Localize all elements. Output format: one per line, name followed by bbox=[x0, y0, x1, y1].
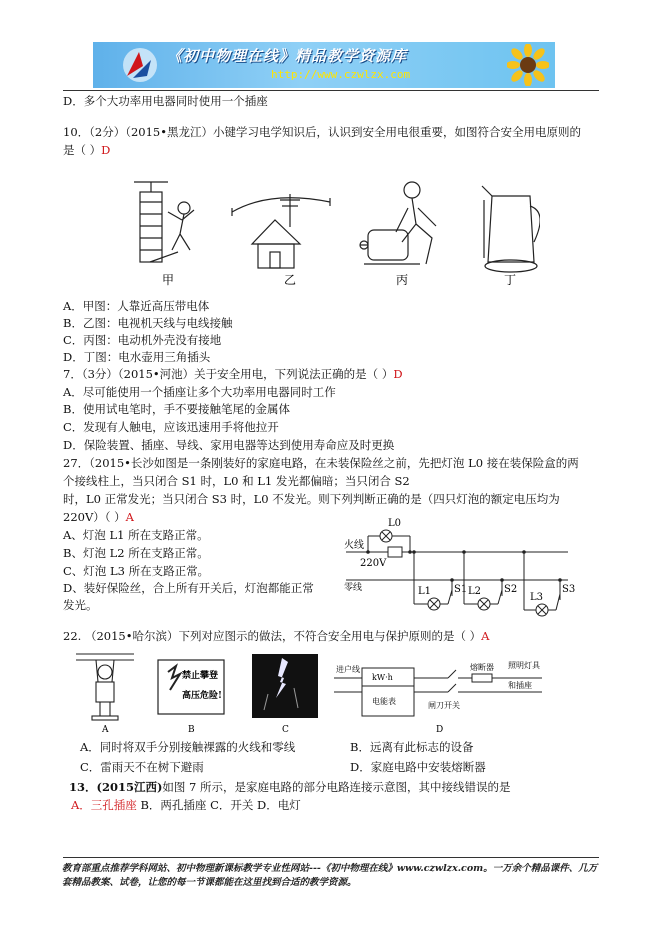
q27-stem-line3: 时，L0 正常发光；当只闭合 S3 时，L0 不发光。则下列判断正确的是（四只灯泡的额定电压均为 bbox=[63, 492, 560, 506]
fig22-label-d: D bbox=[436, 725, 444, 734]
circuit-label-L2: L2 bbox=[468, 586, 482, 597]
q22-option-a: A．同时将双手分别接触裸露的火线和零线 bbox=[80, 740, 296, 754]
circuit-label-220v: 220V bbox=[360, 558, 387, 569]
q27-stem-line2: 个接线柱上，当只闭合 S1 时，L0 和 L1 发光都偏暗；当只闭合 S2 bbox=[63, 474, 410, 488]
q27-stem-line4: 220V）（ ）A bbox=[63, 510, 134, 524]
fig10-label-bing: 丙 bbox=[396, 273, 409, 287]
banner-url[interactable]: http://www.czwlzx.com bbox=[271, 68, 411, 81]
q10-option-c: C．丙图：电动机外壳没有接地 bbox=[63, 333, 222, 347]
q22-option-d: D．家庭电路中安装熔断器 bbox=[350, 760, 486, 774]
high-voltage-tower-illustration bbox=[134, 182, 194, 262]
circuit-label-lingxian: 零线 bbox=[344, 583, 363, 593]
circuit-label-S1: S1 bbox=[454, 584, 468, 595]
q10-stem-line2: 是（ ）D bbox=[63, 143, 111, 157]
q10-option-d: D．丁图：电水壶用三角插头 bbox=[63, 350, 211, 364]
q13-stem: 13．(2015江西)如图 7 所示，是家庭电路的部分电路连接示意图，其中接线错误的是 bbox=[69, 780, 511, 794]
q22-answer: A bbox=[481, 629, 490, 643]
sunflower-icon bbox=[507, 44, 549, 86]
q27-option-d-line2: 发光。 bbox=[63, 598, 98, 612]
fig10-label-yi: 乙 bbox=[284, 273, 297, 287]
q10-option-b: B．乙图：电视机天线与电线接触 bbox=[63, 316, 233, 330]
warning-sign bbox=[158, 660, 224, 714]
q7-answer: D bbox=[393, 367, 403, 381]
q27-circuit-diagram bbox=[340, 514, 580, 618]
circuit-label-S2: S2 bbox=[504, 584, 518, 595]
circuit-label-L3: L3 bbox=[530, 592, 544, 603]
q13-options: A．三孔插座 B．两孔插座 C．开关 D．电灯 bbox=[71, 798, 301, 812]
motor-worker-illustration bbox=[360, 182, 436, 264]
fig10-label-ding: 丁 bbox=[504, 273, 517, 287]
fig22-label-b: B bbox=[188, 725, 195, 734]
prev-option-d: D．多个大功率用电器同时使用一个插座 bbox=[63, 94, 268, 108]
q27-answer: A bbox=[125, 510, 134, 524]
q27-option-c: C、灯泡 L3 所在支路正常。 bbox=[63, 564, 210, 578]
q7-option-b: B．使用试电笔时，手不要接触笔尾的金属体 bbox=[63, 402, 290, 416]
q10-option-a: A．甲图：人靠近高压带电体 bbox=[63, 299, 210, 313]
q22-option-c: C．雷雨天不在树下避雨 bbox=[80, 760, 204, 774]
logo-icon bbox=[121, 46, 159, 84]
label-fuse: 熔断器 bbox=[470, 663, 494, 672]
q27-stem-line1: 27．（2015•长沙如图是一条刚装好的家庭电路，在未装保险丝之前，先把灯泡 L0 接在装保险盒的两 bbox=[63, 456, 579, 470]
label-load-2: 和插座 bbox=[508, 681, 532, 690]
q22-figure bbox=[72, 648, 592, 734]
fig22-label-c: C bbox=[282, 725, 289, 734]
q27-option-d-line1: D、装好保险丝，合上所有开关后，灯泡都能正常 bbox=[63, 581, 314, 595]
circuit-label-L1: L1 bbox=[418, 586, 432, 597]
q13-answer-option-a: A．三孔插座 bbox=[71, 798, 137, 812]
header-banner bbox=[93, 42, 555, 88]
q7-option-a: A．尽可能使用一个插座让多个大功率用电器同时工作 bbox=[63, 385, 336, 399]
q7-option-c: C．发现有人触电，应该迅速用手将他拉开 bbox=[63, 420, 279, 434]
q27-option-b: B、灯泡 L2 所在支路正常。 bbox=[63, 546, 209, 560]
footer-note: 教育部重点推荐学科网站、初中物理新课标教学专业性网站---《初中物理在线》www.czwlzx.com。一万余个精品课件、几万套精品教案、试卷，让您的每一节课都能在这里找到合适的教学资源。 bbox=[62, 863, 598, 888]
header-rule bbox=[63, 90, 599, 91]
circuit-label-S3: S3 bbox=[562, 584, 576, 595]
house-antenna-illustration bbox=[232, 194, 330, 268]
person-touching-wires-illustration bbox=[76, 654, 134, 720]
fig10-label-jia: 甲 bbox=[162, 273, 175, 287]
q13-source: (2015江西) bbox=[96, 780, 163, 794]
lightning-photo bbox=[252, 654, 318, 718]
label-load-1: 照明灯具 bbox=[508, 661, 540, 670]
label-jinhuxian: 进户线 bbox=[336, 665, 360, 674]
footer-rule bbox=[63, 857, 599, 858]
q7-stem: 7．（3分）（2015•河池）关于安全用电，下列说法正确的是（ ）D bbox=[63, 367, 403, 381]
q10-figure bbox=[120, 172, 540, 290]
sign-text-line2: 高压危险! bbox=[182, 691, 222, 701]
banner-title: 《初中物理在线》精品教学资源库 bbox=[167, 47, 408, 65]
sign-text-line1: 禁止攀登 bbox=[182, 671, 219, 681]
q27-option-a: A、灯泡 L1 所在支路正常。 bbox=[63, 528, 209, 542]
q22-stem: 22. （2015•哈尔滨）下列对应图示的做法，不符合安全用电与保护原则的是（ ）A bbox=[63, 629, 490, 643]
q10-answer: D bbox=[101, 143, 111, 157]
label-switch: 闸刀开关 bbox=[428, 701, 460, 710]
q7-option-d: D．保险装置、插座、导线、家用电器等达到使用寿命应及时更换 bbox=[63, 438, 395, 452]
circuit-label-L0: L0 bbox=[388, 518, 402, 529]
label-kwh: kW·h bbox=[372, 673, 393, 682]
q22-option-b: B．远离有此标志的设备 bbox=[350, 740, 474, 754]
label-meter: 电能表 bbox=[372, 697, 396, 706]
circuit-label-huoxian: 火线 bbox=[344, 540, 364, 551]
electric-kettle-illustration bbox=[482, 186, 540, 272]
fig22-label-a: A bbox=[102, 725, 109, 734]
q10-stem-line1: 10．（2分）（2015•黑龙江）小键学习电学知识后，认识到安全用电很重要，如图符合安全用电原则的 bbox=[63, 125, 581, 139]
